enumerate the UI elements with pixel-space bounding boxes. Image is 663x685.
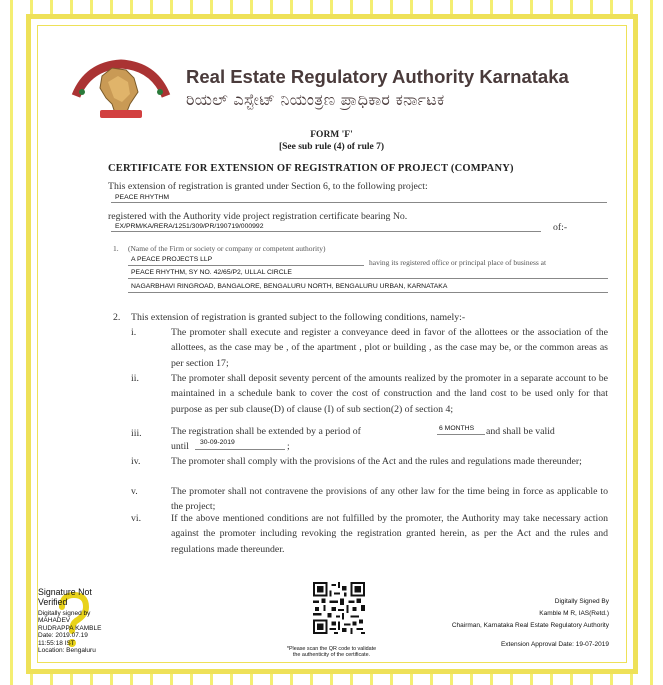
condition-3-text-a: The registration shall be extended by a period of xyxy=(171,426,361,437)
condition-2-text: The promoter shall deposit seventy percent of the amounts realized by the promoter in a separate account to be maintained in a schedule bank to cover the cost of construction and the land cost to be used only for that purpose as per sub clause(D) of clause (I) of sub section(2) of section 4; xyxy=(171,373,608,415)
sig-left-line1: Digitally signed by xyxy=(38,610,91,617)
extension-period-value: 6 MONTHS xyxy=(439,425,475,432)
sig-left-line2: MAHADEV xyxy=(38,617,71,625)
sig-right-line2: Kamble M R, IAS(Retd.) xyxy=(539,610,609,617)
qr-note-line2: the authenticity of the certificate. xyxy=(292,652,371,658)
condition-6-text: If the above mentioned conditions are not fulfilled by the promoter, the Authority may take necessary action against the promoter including revoking the registration granted herein, as per the Act and the rules and regulations made thereunder. xyxy=(171,513,608,555)
valid-until-underline xyxy=(195,449,285,450)
office-text: having its registered office or principal place of business at xyxy=(369,258,547,267)
project-name-underline xyxy=(111,202,607,203)
left-signature-block xyxy=(38,587,108,654)
extension-approval-date: Extension Approval Date: 19-07-2019 xyxy=(500,641,609,648)
section2-number: 2. xyxy=(113,312,121,323)
condition-3-until-label: until xyxy=(171,441,189,452)
valid-until-date-value: 30-09-2019 xyxy=(200,439,235,446)
qr-code-icon[interactable] xyxy=(313,582,365,634)
qr-note-line1: *Please scan the QR code to validate xyxy=(286,646,377,652)
condition-4-text: The promoter shall comply with the provisions of the Act and the rules and regulations made thereunder; xyxy=(171,456,582,467)
condition-5-text: The promoter shall not contravene the provisions of any other law for the time being in force as applicable to the project; xyxy=(171,486,608,513)
firm-name-underline xyxy=(128,265,364,266)
sig-left-line4: Date: 2019.07.19 xyxy=(38,632,88,640)
sig-right-line3: Chairman, Karnataka Real Estate Regulatory Authority xyxy=(451,622,609,629)
extension-period-underline xyxy=(437,434,485,435)
registration-number-underline xyxy=(111,231,541,232)
section2-intro: This extension of registration is granted subject to the following conditions, namely:- xyxy=(131,312,466,323)
intro-text: This extension of registration is granted under Section 6, to the following project: xyxy=(108,181,428,192)
header-title-kn: ರಿಯಲ್ ಎಸ್ಟೇಟ್ ನಿಯಂತ್ರಣ ಪ್ರಾಧಿಕಾರ ಕರ್ನಾಟಕ xyxy=(186,90,445,109)
address-line1-value: PEACE RHYTHM, SY NO. 42/65/P2, ULLAL CIRCLE xyxy=(131,269,292,276)
address-line2-underline xyxy=(128,292,608,293)
sig-left-line6: Location: Bengaluru xyxy=(38,647,96,655)
condition-1-number: i. xyxy=(131,327,137,338)
project-name-value: PEACE RHYTHM xyxy=(115,194,170,201)
section1-label: (Name of the Firm or society or company or competent authority) xyxy=(128,244,326,253)
header-title-en: Real Estate Regulatory Authority Karnataka xyxy=(186,66,569,87)
registered-text: registered with the Authority vide project registration certificate bearing No. xyxy=(108,211,408,222)
sig-left-line5: 11:55:18 IST xyxy=(38,639,75,647)
form-subtitle: [See sub rule (4) of rule 7) xyxy=(278,142,384,152)
registration-number-value: EX/PRM/KA/RERA/1251/309/PR/190719/000992 xyxy=(115,223,264,230)
rera-seal-logo xyxy=(68,58,174,122)
section1-number: 1. xyxy=(113,244,119,253)
firm-name-value: A PEACE PROJECTS LLP xyxy=(131,256,213,263)
condition-2-number: ii. xyxy=(131,373,139,384)
right-signature-block xyxy=(452,596,609,632)
condition-3-number: iii. xyxy=(131,428,142,439)
address-line1-underline xyxy=(128,278,608,279)
condition-3-text-c: ; xyxy=(287,441,290,452)
condition-1-text: The promoter shall execute and register a conveyance deed in favor of the allottees or the association of the allottees, as the case may be , of the apartment , plot or building , as the case may be, or the common areas as per section 17; xyxy=(171,327,608,369)
sig-left-line3: RUDRAPPA KAMBLE xyxy=(38,624,102,632)
condition-4-number: iv. xyxy=(131,456,141,467)
condition-3-text-b: and shall be valid xyxy=(486,426,555,437)
form-title: FORM 'F' xyxy=(310,130,353,140)
certificate-title: CERTIFICATE FOR EXTENSION OF REGISTRATION OF PROJECT (COMPANY) xyxy=(108,163,514,174)
address-line2-value: NAGARBHAVI RINGROAD, BANGALORE, BENGALURU NORTH, BENGALURU URBAN, KARNATAKA xyxy=(131,283,448,290)
signature-status: Signature Not Verified xyxy=(38,587,92,607)
condition-6-number: vi. xyxy=(131,513,142,524)
condition-5-number: v. xyxy=(131,486,138,497)
sig-right-line1: Digitally Signed By xyxy=(554,598,609,605)
of-label: of:- xyxy=(553,222,568,233)
